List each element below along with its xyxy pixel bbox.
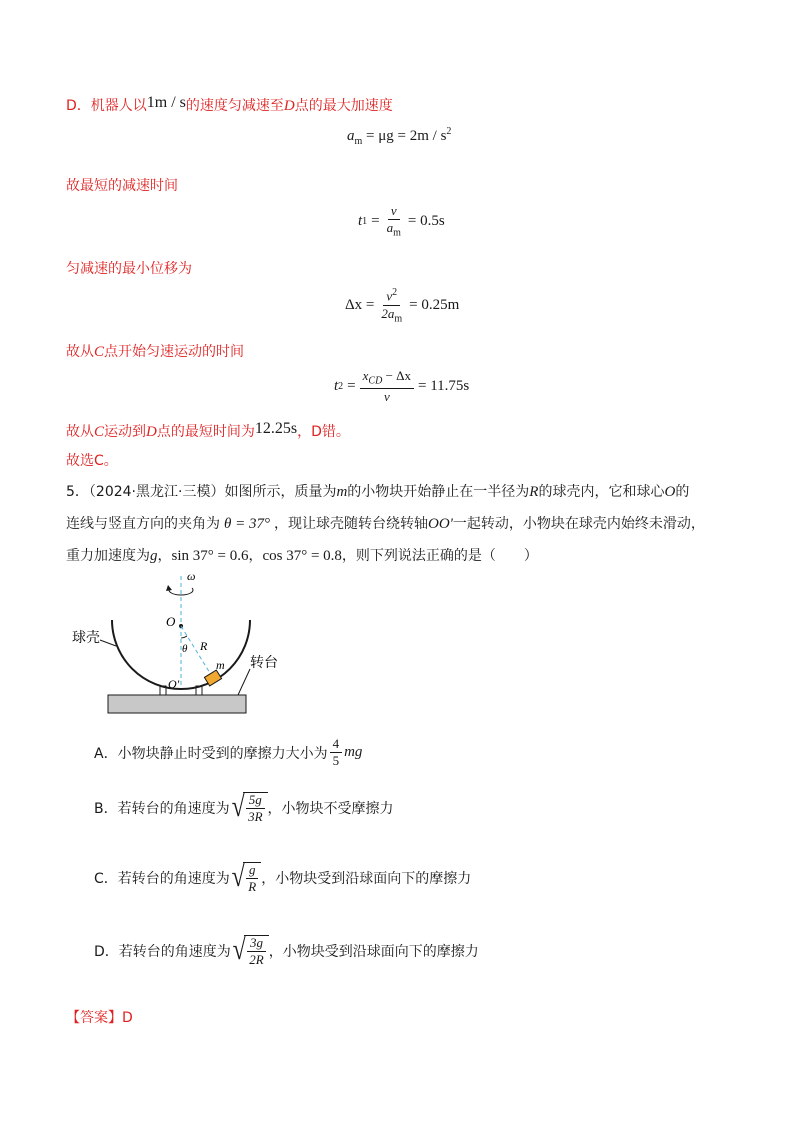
- answer: [66, 1008, 133, 1028]
- option-c: C．若转台的角速度为 √ $\frac{g}{R}$ ，小物块受到沿球面向下的摩擦力: [94, 860, 472, 895]
- center-label: O: [166, 614, 176, 629]
- bottom-point-label: O': [168, 677, 180, 691]
- solution-conclusion: 故选C。: [66, 453, 118, 469]
- solution-line-uniform-time: 故从C点开始匀速运动的时间: [66, 344, 245, 360]
- equation-uniform-time: t 2 = $\frac{x_{CD} - \Delta x}{v}$ = 11.75s: [334, 368, 470, 404]
- option-a: A．小物块静止时受到的摩擦力大小为 $\frac{4}{5}$ mg: [94, 736, 363, 769]
- solution-line-shortest-time: 故从C运动到D点的最短时间为12.25s，D错。: [66, 420, 350, 440]
- rotating-shell-figure: [60, 568, 290, 720]
- equation-min-displacement: Δx = $\frac{v^2}{2a_m}$ = 0.25m: [345, 287, 460, 325]
- solution-line-min-displacement: 匀减速的最小位移为: [66, 261, 192, 277]
- mass-label: m: [216, 658, 225, 672]
- omega-label: ω: [187, 569, 196, 583]
- equation-max-acceleration: $a_m = \mu g = 2m / s^2$: [347, 126, 452, 147]
- turntable-label: 转台: [250, 656, 278, 671]
- question-stem-line-2: 连线与竖直方向的夹角为 θ = 37° ，现让球壳随转台绕转轴OO'一起转动，小物块在球壳内始终未滑动，: [66, 516, 705, 532]
- shell-label: 球壳: [72, 631, 100, 646]
- answer-label: 【答案】: [66, 1010, 122, 1026]
- option-d: D．若转台的角速度为 √ $\frac{3g}{2R}$ ，小物块受到沿球面向下的摩擦力: [94, 933, 479, 968]
- solution-line-decel-time: 故最短的减速时间: [66, 178, 178, 194]
- equation-decel-time: t 1 = $\frac{v}{a_m}$ = 0.5s: [358, 203, 445, 239]
- option-b: B．若转台的角速度为 √ $\frac{5g}{3R}$ ，小物块不受摩擦力: [94, 790, 394, 825]
- radius-label: R: [200, 639, 208, 653]
- solution-d-intro: D．机器人以1m / s的速度匀减速至D点的最大加速度: [66, 94, 393, 114]
- turntable: [108, 695, 246, 713]
- question-stem-line-1: 5．（2024·黑龙江·三模）如图所示，质量为m的小物块开始静止在一半径为R的球壳内，它和球心O的: [66, 484, 690, 500]
- answer-value: D: [122, 1010, 133, 1026]
- theta-label: θ: [182, 643, 188, 655]
- question-stem-line-3: 重力加速度为g，sin 37° = 0.6，cos 37° = 0.8，则下列说法正确的是（ ）: [66, 548, 538, 564]
